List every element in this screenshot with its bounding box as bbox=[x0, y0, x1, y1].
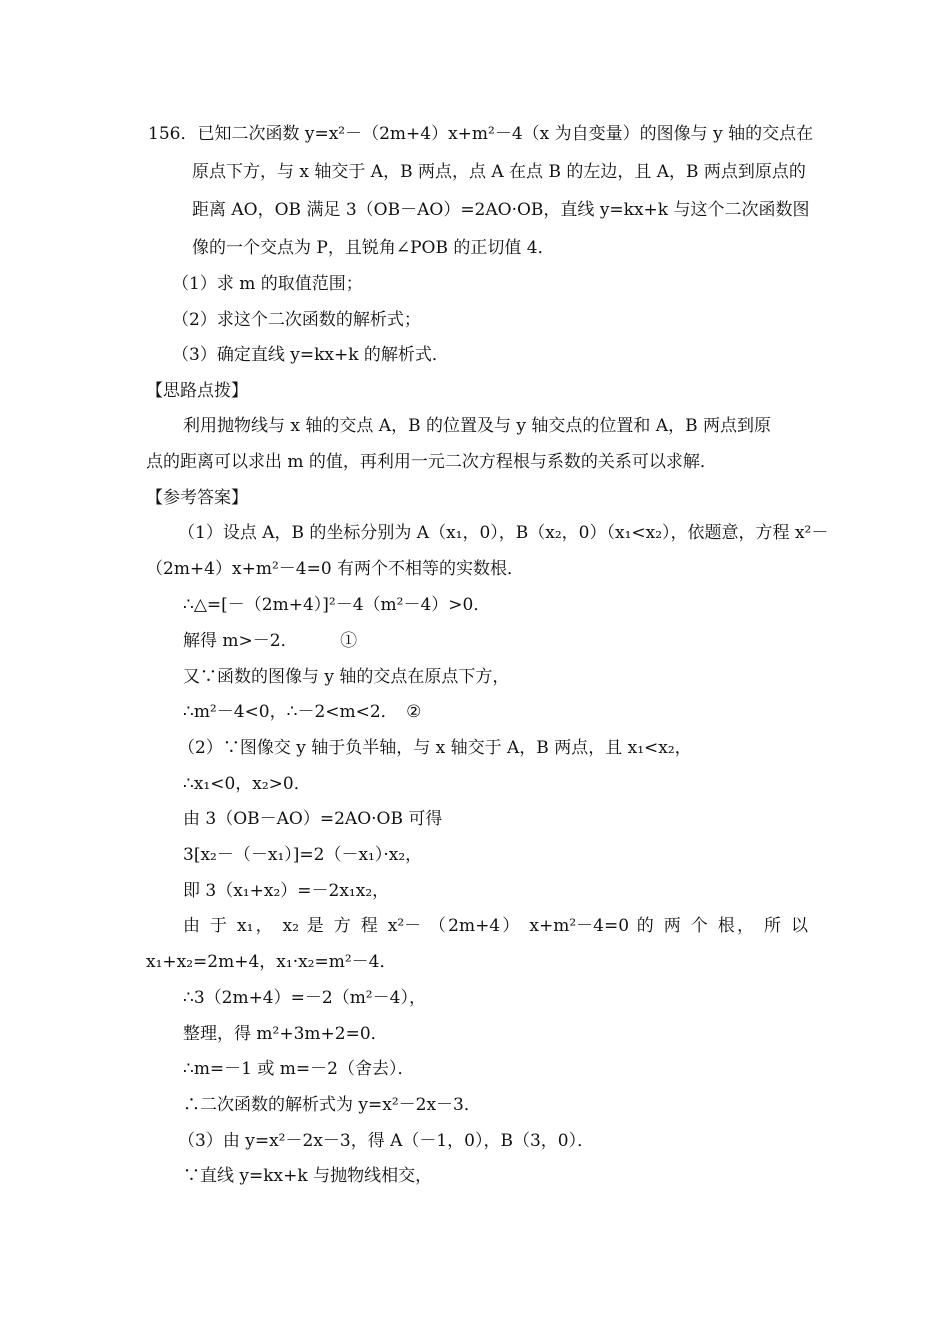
hint-line-2: 点的距离可以求出 m 的值，再利用一元二次方程根与系数的关系可以求解． bbox=[146, 452, 717, 472]
answer-line-16: ∴m=－1 或 m=－2（舍去）． bbox=[183, 1059, 415, 1079]
hint-heading: 【思路点拨】 bbox=[146, 381, 248, 401]
question-1: （1）求 m 的取值范围； bbox=[172, 274, 363, 294]
hint-line-1: 利用抛物线与 x 轴的交点 A，B 的位置及与 y 轴交点的位置和 A，B 两点到原 bbox=[183, 416, 771, 436]
answer-line-17: ∴二次函数的解析式为 y=x²－2x－3． bbox=[183, 1095, 481, 1115]
answer-line-2: （2m+4）x+m²－4=0 有两个不相等的实数根． bbox=[146, 559, 525, 579]
answer-line-7: （2）∵图像交 y 轴于负半轴，与 x 轴交于 A，B 两点，且 x₁<x₂， bbox=[178, 738, 692, 758]
answer-line-5: 又∵函数的图像与 y 轴的交点在原点下方， bbox=[183, 667, 510, 687]
answer-line-4: 解得 m>－2． ① bbox=[183, 631, 358, 651]
problem-stem-line-3: 距离 AO，OB 满足 3（OB－AO）=2AO·OB，直线 y=kx+k 与这个二次函数图 bbox=[192, 200, 810, 220]
answer-heading: 【参考答案】 bbox=[146, 488, 248, 508]
question-3: （3）确定直线 y=kx+k 的解析式． bbox=[172, 345, 449, 365]
problem-stem-line-2: 原点下方，与 x 轴交于 A，B 两点，点 A 在点 B 的左边，且 A，B 两点到原点的 bbox=[192, 162, 806, 182]
answer-line-15: 整理，得 m²+3m+2=0． bbox=[183, 1024, 388, 1044]
answer-line-9: 由 3（OB－AO）=2AO·OB 可得 bbox=[183, 809, 443, 829]
problem-stem-line-4: 像的一个交点为 P，且锐角∠POB 的正切值 4． bbox=[192, 238, 555, 258]
answer-line-11: 即 3（x₁+x₂）=－2x₁x₂， bbox=[183, 881, 390, 901]
answer-line-6: ∴m²－4<0，∴－2<m<2． ② bbox=[183, 702, 422, 722]
answer-line-18: （3）由 y=x²－2x－3，得 A（－1，0），B（3，0）． bbox=[178, 1131, 595, 1151]
answer-line-14: ∴3（2m+4）=－2（m²－4）， bbox=[183, 988, 426, 1008]
question-2: （2）求这个二次函数的解析式； bbox=[172, 310, 421, 330]
answer-line-12: 由 于 x₁， x₂ 是 方 程 x²－ （2m+4） x+m²－4=0 的 两 个 根， 所 以 bbox=[183, 916, 808, 936]
answer-line-10: 3[x₂－（－x₁）]=2（－x₁）·x₂， bbox=[183, 845, 423, 865]
problem-stem-line-1: 156．已知二次函数 y=x²－（2m+4）x+m²－4（x 为自变量）的图像与 y 轴的交点在 bbox=[148, 124, 814, 144]
answer-line-8: ∴x₁<0，x₂>0． bbox=[183, 774, 311, 794]
answer-line-3: ∴△=[－（2m+4）]²－4（m²－4）>0． bbox=[183, 595, 491, 615]
answer-line-19: ∵直线 y=kx+k 与抛物线相交， bbox=[183, 1166, 433, 1186]
answer-line-1: （1）设点 A，B 的坐标分别为 A（x₁，0），B（x₂，0）（x₁<x₂），依题意，方程 x²－ bbox=[178, 523, 829, 543]
answer-line-13: x₁+x₂=2m+4，x₁·x₂=m²－4． bbox=[146, 952, 397, 972]
